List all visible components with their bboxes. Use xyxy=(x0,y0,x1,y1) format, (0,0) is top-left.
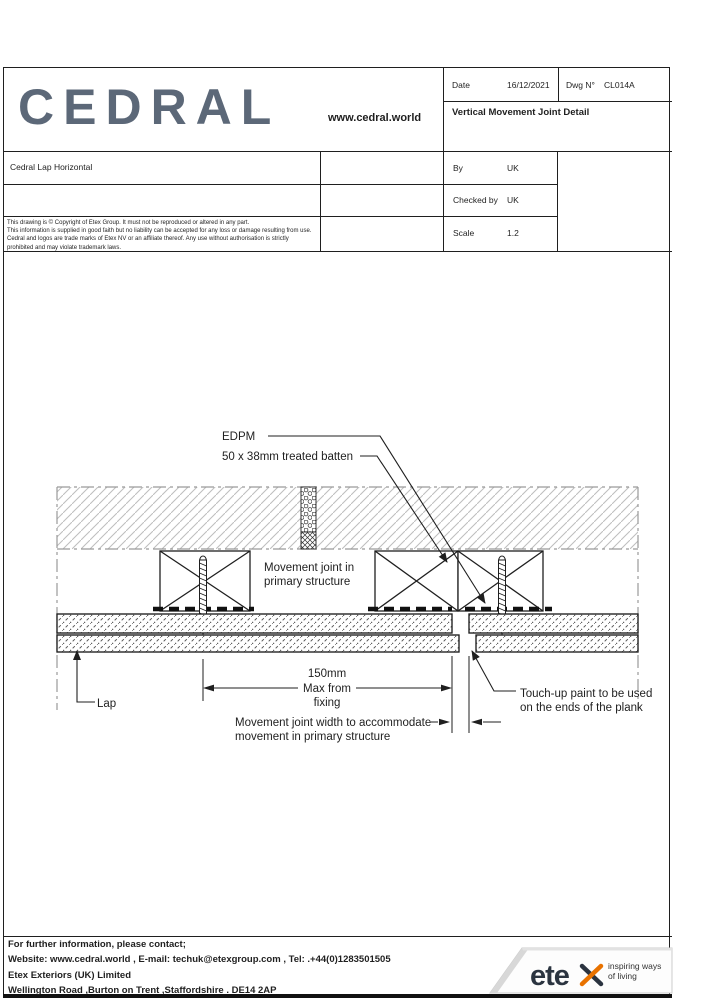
date-value: 16/12/2021 xyxy=(507,80,550,90)
scale-value: 1.2 xyxy=(507,228,519,238)
disclaimer-line: This drawing is © Copyright of Etex Group. It must not be reproduced or altered in any part. xyxy=(7,220,250,226)
movement-joint-label: Movement joint in xyxy=(264,562,355,574)
by-label: By xyxy=(453,163,463,173)
scale-label: Scale xyxy=(453,228,475,238)
contact-line: For further information, please contact; xyxy=(8,939,186,950)
disclaimer-line: prohibited and may violate trademark laws. xyxy=(7,244,122,251)
wall-joint-filler xyxy=(301,487,316,549)
treated-battens xyxy=(160,551,543,611)
drawing-title: Vertical Movement Joint Detail xyxy=(452,107,590,118)
etex-tagline: inspiring ways xyxy=(608,961,662,971)
disclaimer-line: Cedral and logos are trade marks of Etex NV or an affiliate thereof. Any use without authorisation is strictly xyxy=(7,236,289,243)
checked-by-label: Checked by xyxy=(453,195,498,205)
joint-width-label: Movement joint width to accommodate xyxy=(235,717,432,729)
joint-width-label: movement in primary structure xyxy=(235,731,391,743)
etex-logo xyxy=(490,948,672,993)
touch-up-label: Touch-up paint to be used xyxy=(520,688,653,700)
etex-tagline: of living xyxy=(608,971,637,981)
checked-by-value: UK xyxy=(507,195,519,205)
batten-label: 50 x 38mm treated batten xyxy=(222,451,354,463)
disclaimer-line: This information is supplied in good faith but no liability can be accepted for any loss or damage resulting from use. xyxy=(7,228,312,235)
contact-line: Etex Exteriors (UK) Limited xyxy=(8,969,131,981)
product-line-label: Cedral Lap Horizontal xyxy=(10,162,93,172)
by-value: UK xyxy=(507,163,519,173)
lap-label: Lap xyxy=(97,698,117,710)
etex-wordmark: ete xyxy=(530,960,569,992)
primary-structure-wall xyxy=(57,487,638,710)
dwg-number-value: CL014A xyxy=(604,80,635,90)
date-label: Date xyxy=(452,80,470,90)
contact-line: Wellington Road ,Burton on Trent ,Staffordshire . DE14 2AP xyxy=(8,984,277,996)
touch-up-label: on the ends of the plank xyxy=(520,702,643,714)
edpm-label: EDPM xyxy=(222,431,256,443)
contact-line: Website: www.cedral.world , E-mail: techuk@etexgroup.com , Tel: .+44(0)1283501505 xyxy=(8,954,391,966)
dim-150mm-text: Max from xyxy=(303,683,351,695)
dim-150mm-text: 150mm xyxy=(307,668,347,680)
movement-joint-label: primary structure xyxy=(264,576,351,588)
cedral-planks xyxy=(57,614,638,652)
website-text: www.cedral.world xyxy=(328,112,422,124)
dwg-number-label: Dwg N° xyxy=(566,80,595,90)
dim-150mm-text: fixing xyxy=(313,697,341,709)
cedral-logo: CEDRAL xyxy=(18,79,281,135)
